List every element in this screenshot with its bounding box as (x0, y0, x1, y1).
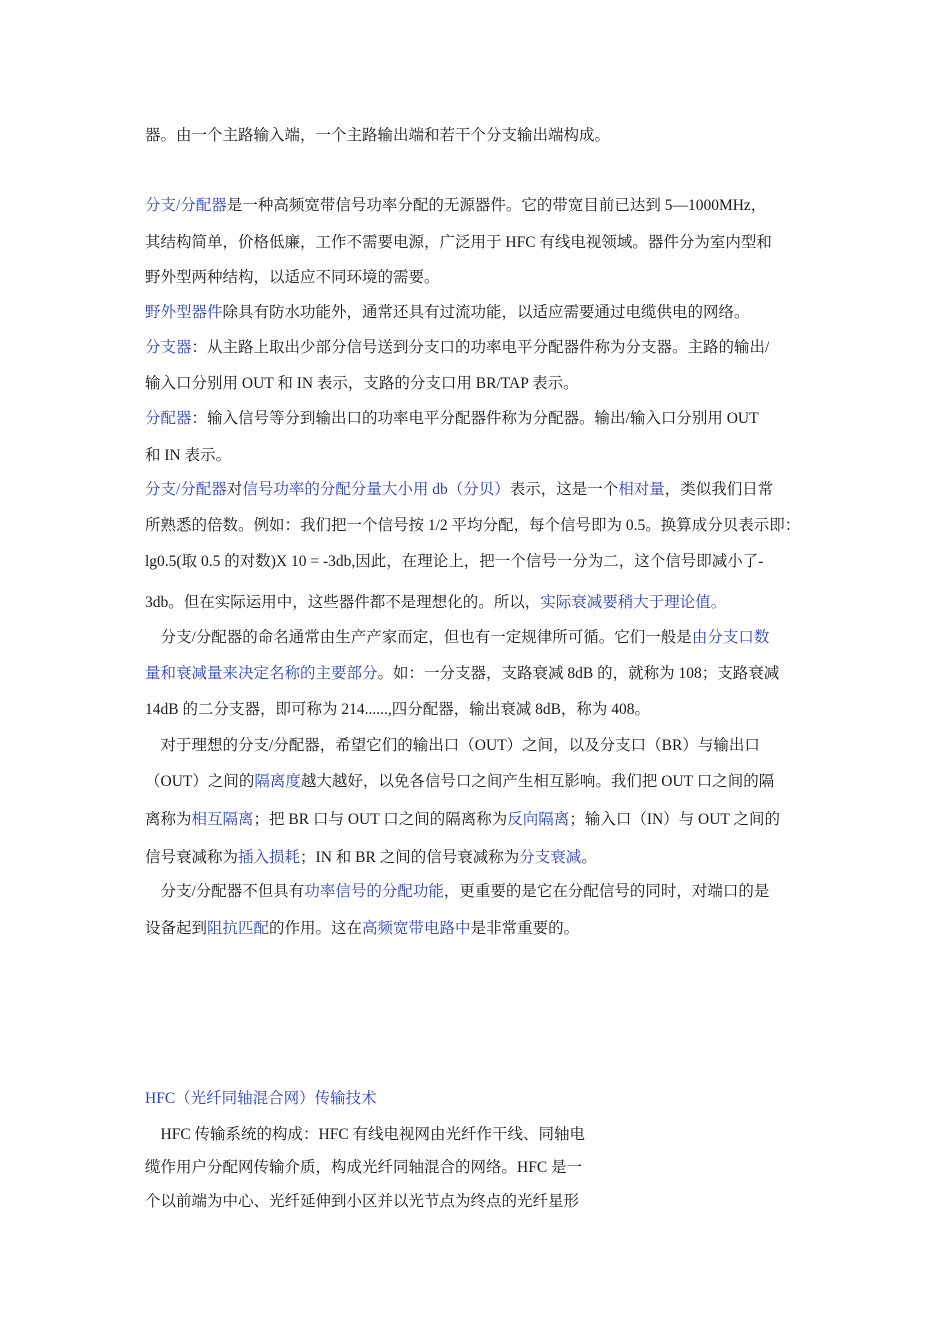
text-line (145, 233, 825, 253)
text-line (145, 446, 825, 466)
text-run: 信号衰减称为 (145, 849, 239, 866)
text-line (145, 196, 825, 216)
highlighted-term: 分支/分配器 (145, 481, 227, 498)
text-run: 表示，这是一个 (509, 481, 619, 498)
text-run: ，更重要的是它在分配信号的同时，对端口的是 (443, 883, 770, 900)
highlighted-term: 分支器 (145, 339, 192, 356)
text-run: 。如：一分支器，支路衰减 8dB 的，就称为 108；支路衰减 (377, 665, 780, 682)
highlighted-term: 分支衰减 (519, 849, 582, 866)
text-run: 离称为 (145, 811, 192, 828)
text-run: ；输入口（IN）与 OUT 之间的 (569, 811, 780, 828)
text-run: 对于理想的分支/分配器，希望它们的输出口（OUT）之间，以及分支口（BR）与输出口 (145, 737, 760, 754)
text-line (145, 338, 825, 358)
text-run: 其结构简单，价格低廉，工作不需要电源，广泛用于 HFC 有线电视领域。器件分为室内型和 (145, 234, 772, 251)
text-line (145, 593, 825, 613)
text-run: HFC 传输系统的构成：HFC 有线电视网由光纤作干线、同轴电 (145, 1126, 586, 1143)
highlighted-term: 由分支口数 (691, 629, 770, 646)
text-run: 缆作用户分配网传输介质，构成光纤同轴混合的网络。HFC 是一 (145, 1159, 583, 1176)
highlighted-term: 相互隔离 (191, 811, 254, 828)
text-line (145, 303, 825, 323)
highlighted-term: 分支/分配器 (145, 197, 227, 214)
text-run: 是非常重要的。 (470, 920, 580, 937)
text-run: 越大越好，以免各信号口之间产生相互影响。我们把 OUT 口之间的隔 (300, 773, 775, 790)
highlighted-term: 隔离度 (254, 773, 301, 790)
text-line (145, 736, 825, 756)
text-line (145, 552, 825, 572)
text-line (145, 664, 825, 684)
highlighted-term: 高频宽带电路中 (362, 920, 471, 937)
text-run: 分支/分配器不但具有 (145, 883, 305, 900)
highlighted-term: 量和衰减量来决定名称的主要部分 (145, 665, 378, 682)
text-line (145, 374, 825, 394)
text-run: （OUT）之间的 (145, 773, 255, 790)
text-line (145, 810, 825, 830)
text-line (145, 126, 825, 146)
text-line (145, 772, 825, 792)
highlighted-term: 分配器 (145, 410, 192, 427)
text-run: 除具有防水功能外，通常还具有过流功能，以适应需要通过电缆供电的网络。 (222, 304, 750, 321)
highlighted-term: 野外型器件 (145, 304, 223, 321)
text-run: 。 (581, 849, 597, 866)
highlighted-term: 实际衰减要稍大于理论值。 (540, 594, 727, 611)
text-line (145, 480, 825, 500)
highlighted-term: 阻抗匹配 (207, 920, 270, 937)
text-line (145, 1158, 625, 1178)
highlighted-term: 功率信号的分配功能 (304, 883, 444, 900)
text-run: ；把 BR 口与 OUT 口之间的隔离称为 (253, 811, 508, 828)
text-run: 对 (226, 481, 243, 498)
text-line (145, 268, 825, 288)
text-run: 3db。但在实际运用中，这些器件都不是理想化的。所以， (145, 594, 541, 611)
text-run: ：输入信号等分到输出口的功率电平分配器件称为分配器。输出/输入口分别用 OUT (191, 410, 759, 427)
text-line (145, 919, 825, 939)
text-run: 分支/分配器的命名通常由生产产家而定，但也有一定规律所可循。它们一般是 (145, 629, 692, 646)
text-line (145, 1192, 625, 1212)
text-line (145, 409, 825, 429)
highlighted-term: 信号功率的分配分量大小用 db（分贝） (242, 481, 510, 498)
text-line (145, 848, 825, 868)
text-run: ：从主路上取出少部分信号送到分支口的功率电平分配器件称为分支器。主路的输出/ (191, 339, 770, 356)
text-run: ，类似我们日常 (664, 481, 774, 498)
text-line (145, 882, 825, 902)
text-line (145, 516, 825, 536)
text-run: 的作用。这在 (269, 920, 363, 937)
text-run: 野外型两种结构，以适应不同环境的需要。 (145, 269, 440, 286)
text-run: 设备起到 (145, 920, 208, 937)
highlighted-term: HFC（光纤同轴混合网）传输技术 (145, 1090, 377, 1107)
text-run: 和 IN 表示。 (145, 447, 232, 464)
section-heading (145, 1089, 825, 1109)
highlighted-term: 反向隔离 (507, 811, 570, 828)
highlighted-term: 相对量 (618, 481, 665, 498)
text-run: lg0.5(取 0.5 的对数)X 10 = -3db,因此，在理论上，把一个信号一分为二，这个信号即减小了- (145, 553, 764, 570)
text-run: 器。由一个主路输入端，一个主路输出端和若干个分支输出端构成。 (145, 127, 611, 144)
text-run: 14dB 的二分支器，即可称为 214......,四分配器，输出衰减 8dB，称为 408。 (145, 701, 651, 718)
text-run: 是一种高频宽带信号功率分配的无源器件。它的带宽目前已达到 5—1000MHz， (226, 197, 767, 214)
text-line (145, 700, 825, 720)
text-line (145, 628, 825, 648)
text-line (145, 1125, 625, 1145)
text-run: 个以前端为中心、光纤延伸到小区并以光节点为终点的光纤星形 (145, 1193, 580, 1210)
text-run: 输入口分别用 OUT 和 IN 表示，支路的分支口用 BR/TAP 表示。 (145, 375, 579, 392)
text-run: ；IN 和 BR 之间的信号衰减称为 (300, 849, 520, 866)
text-run: 所熟悉的倍数。例如：我们把一个信号按 1/2 平均分配，每个信号即为 0.5。换算成分贝表示即： (145, 517, 801, 534)
highlighted-term: 插入损耗 (238, 849, 301, 866)
